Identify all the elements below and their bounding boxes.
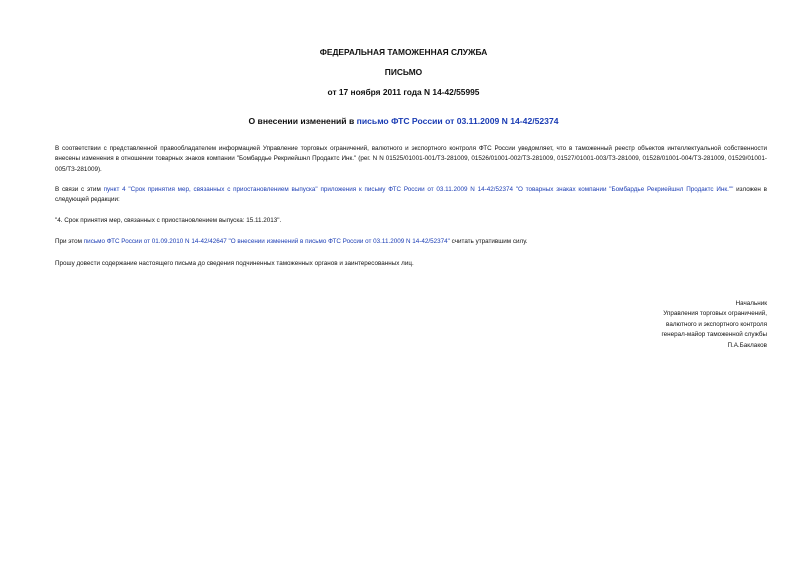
signature-title: Начальник bbox=[735, 300, 767, 307]
paragraph-3: "4. Срок принятия мер, связанных с приостановлением выпуска: 15.11.2013". bbox=[55, 217, 282, 224]
signature-department: Управления торговых ограничений, bbox=[663, 310, 767, 318]
signature-block bbox=[567, 299, 767, 351]
paragraph-1: В соответствии с представленной правообладателем информацией Управление торговых ограничений, валютного и экспортного контроля ФТС России уведомляет, что в таможенный реестр объектов интеллектуальной собственности внесены изменения в отношении товарных знаков компании "Бомбардье Рекриейшнл Продактс Инк." (рег. N N 01525/01001-001/ТЗ-281009, 01526/01001-002/ТЗ-281009, 01527/01001-003/ТЗ-281009, 01528/01001-004/ТЗ-281009, 01529/01001-005/ТЗ-281009). bbox=[55, 145, 767, 173]
paragraph-2 bbox=[55, 185, 767, 206]
paragraph-2-link[interactable]: пункт 4 "Срок принятия мер, связанных с приостановлением выпуска" приложения к письму ФТС России от 03.11.2009 N 14-42/52374 "О товарных знаках компании "Бомбардье Рекриейшнл Продактс Инк."" bbox=[103, 186, 734, 193]
paragraph-4-prefix: При этом bbox=[55, 238, 84, 245]
paragraph-4-link[interactable]: письмо ФТС России от 01.09.2010 N 14-42/42647 "О внесении изменений в письмо ФТС России от 03.11.2009 N 14-42/52374" bbox=[83, 238, 450, 245]
paragraph-2-prefix: В связи с этим bbox=[55, 186, 104, 193]
paragraph-4-suffix: считать утратившим силу. bbox=[449, 238, 528, 245]
org-name: ФЕДЕРАЛЬНАЯ ТАМОЖЕННАЯ СЛУЖБА bbox=[319, 47, 488, 57]
paragraph-5: Прошу довести содержание настоящего письма до сведения подчиненных таможенных органов и заинтересованных лиц. bbox=[55, 260, 414, 267]
subject-prefix: О внесении изменений в bbox=[248, 116, 357, 126]
signature-department-2: валютного и экспортного контроля bbox=[666, 320, 767, 328]
paragraph-2-suffix: изложен в следующей редакции: bbox=[55, 186, 767, 204]
doc-subject bbox=[0, 116, 807, 126]
signature-rank: генерал-майор таможенной службы bbox=[661, 331, 767, 339]
doc-type: ПИСЬМО bbox=[384, 67, 423, 77]
doc-date-number: от 17 ноября 2011 года N 14-42/55995 bbox=[327, 87, 480, 97]
signature-name: П.А.Баклаков bbox=[727, 341, 767, 349]
paragraph-4 bbox=[55, 237, 767, 247]
subject-link[interactable]: письмо ФТС России от 03.11.2009 N 14-42/52374 bbox=[356, 116, 559, 126]
